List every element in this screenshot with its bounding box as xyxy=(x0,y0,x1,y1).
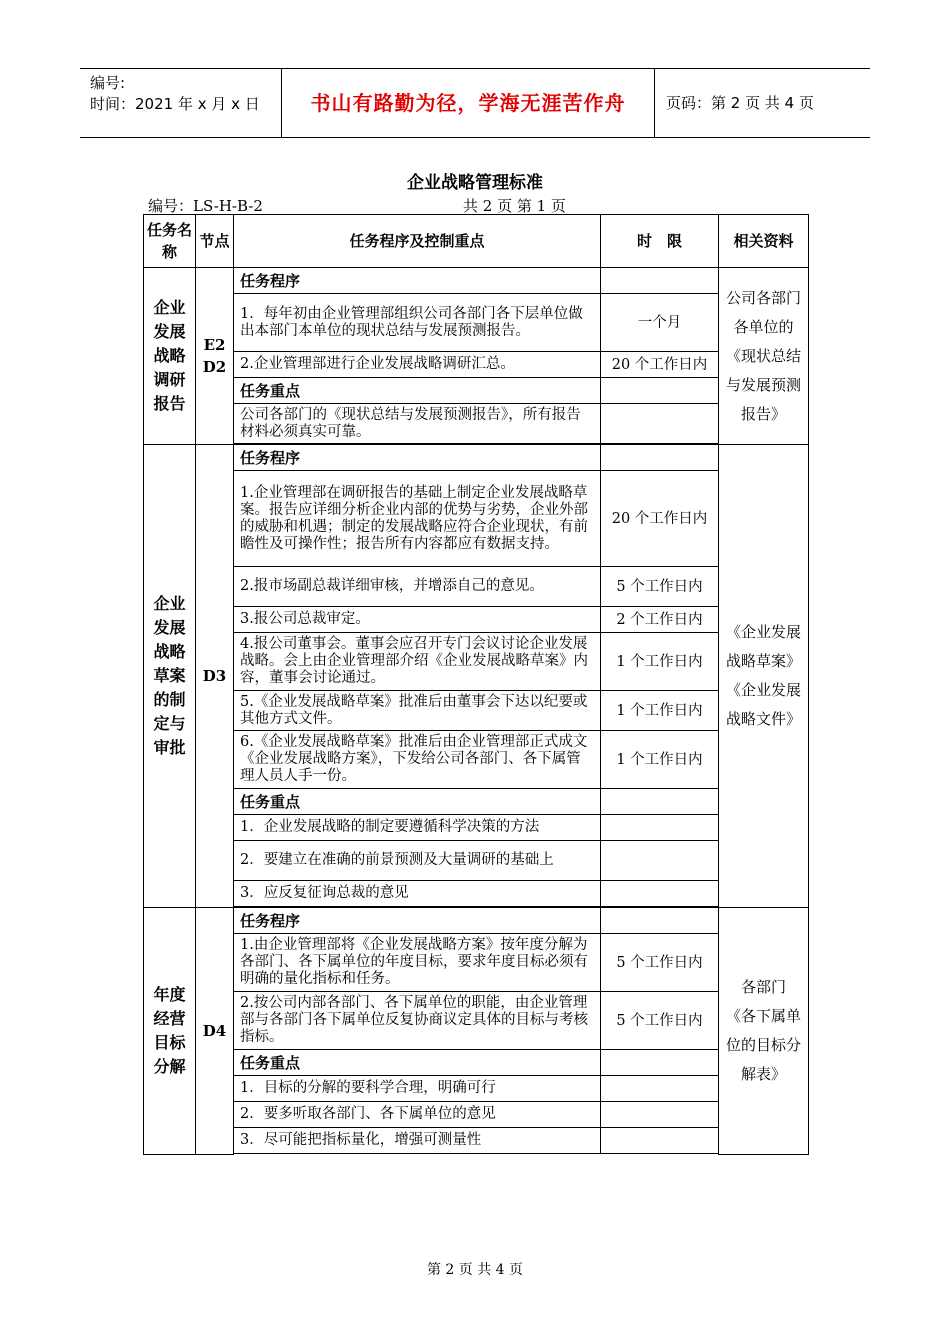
related-docs: 公司各部门各单位的《现状总结与发展预测报告》 xyxy=(719,268,809,445)
step-limit: 5 个工作日内 xyxy=(601,934,719,992)
col-header-node: 节点 xyxy=(196,215,234,268)
table-row xyxy=(144,607,809,633)
col-header-procedure: 任务程序及控制重点 xyxy=(234,215,601,268)
table-row xyxy=(144,934,809,992)
step-limit: 2 个工作日内 xyxy=(601,607,719,633)
table-row xyxy=(144,789,809,815)
page-footer: 第 2 页 共 4 页 xyxy=(426,1262,524,1278)
table-row xyxy=(144,841,809,881)
date-label: 时间：2021 年 x 月 x 日 xyxy=(90,95,260,113)
table-row xyxy=(144,1102,809,1128)
page-header xyxy=(80,68,870,138)
number-label: 编号: xyxy=(90,74,126,92)
table-row xyxy=(144,1050,809,1076)
step-text: 2.报市场副总裁详细审核，并增添自己的意见。 xyxy=(234,567,601,607)
step-text: 1.企业管理部在调研报告的基础上制定企业发展战略草案。报告应详细分析企业内部的优势与劣势，企业外部的威胁和机遇；制定的发展战略应符合企业现状，有前瞻性及可操作性；报告所有内容都应有数据支持。 xyxy=(234,471,601,567)
key-text: 3．尽可能把指标量化，增强可测量性 xyxy=(234,1128,601,1154)
table-row xyxy=(144,908,809,934)
step-text: 4.报公司董事会。董事会应召开专门会议讨论企业发展战略。会上由企业管理部介绍《企业发展战略草案》内容，董事会讨论通过。 xyxy=(234,633,601,691)
table-row xyxy=(144,691,809,731)
slogan: 书山有路勤为径，学海无涯苦作舟 xyxy=(282,69,655,137)
key-text: 3．应反复征询总裁的意见 xyxy=(234,881,601,907)
key-text: 2．要多听取各部门、各下属单位的意见 xyxy=(234,1102,601,1128)
procedure-label: 任务程序 xyxy=(234,445,601,471)
key-label: 任务重点 xyxy=(234,789,601,815)
step-text: 1．每年初由企业管理部组织公司各部门各下层单位做出本部门本单位的现状总结与发展预测报告。 xyxy=(234,294,601,352)
key-text: 1．目标的分解的要科学合理，明确可行 xyxy=(234,1076,601,1102)
table-row xyxy=(144,445,809,471)
document-pages: 共 2 页 第 1 页 xyxy=(463,197,566,215)
task-node: D3 xyxy=(196,445,234,908)
task-node: D4 xyxy=(196,908,234,1155)
task-node: E2 D2 xyxy=(196,268,234,445)
related-doc-1: 各部门 xyxy=(740,977,786,996)
key-label: 任务重点 xyxy=(234,378,601,404)
step-text: 2.按公司内部各部门、各下属单位的职能，由企业管理部与各部门各下属单位反复协商议定具体的目标与考核指标。 xyxy=(234,992,601,1050)
col-header-limit: 时 限 xyxy=(601,215,719,268)
table-row xyxy=(144,294,809,352)
col-header-ref: 相关资料 xyxy=(719,215,809,268)
related-doc-1: 《企业发展战略草案》 xyxy=(725,623,801,670)
step-limit: 1 个工作日内 xyxy=(601,633,719,691)
task-name: 企业发展战略草案的制定与审批 xyxy=(144,445,196,908)
task-name: 企业发展战略调研报告 xyxy=(144,268,196,445)
step-limit: 1 个工作日内 xyxy=(601,691,719,731)
related-doc-2: 《企业发展战略文件》 xyxy=(725,681,801,728)
key-text: 公司各部门的《现状总结与发展预测报告》，所有报告材料必须真实可靠。 xyxy=(234,404,601,444)
step-text: 3.报公司总裁审定。 xyxy=(234,607,601,633)
step-limit: 1 个工作日内 xyxy=(601,731,719,789)
table-row xyxy=(144,881,809,907)
related-docs xyxy=(719,908,809,1155)
standard-table xyxy=(143,214,809,1155)
step-limit: 一个月 xyxy=(601,294,719,352)
table-row xyxy=(144,633,809,691)
key-text: 1．企业发展战略的制定要遵循科学决策的方法 xyxy=(234,815,601,841)
procedure-label: 任务程序 xyxy=(234,908,601,934)
step-text: 2.企业管理部进行企业发展战略调研汇总。 xyxy=(234,352,601,378)
table-row xyxy=(144,992,809,1050)
step-limit: 5 个工作日内 xyxy=(601,992,719,1050)
document-code: 编号：LS-H-B-2 xyxy=(148,197,263,215)
key-label: 任务重点 xyxy=(234,1050,601,1076)
task-name: 年度经营目标分解 xyxy=(144,908,196,1155)
step-limit: 20 个工作日内 xyxy=(601,471,719,567)
table-header-row xyxy=(144,215,809,268)
step-limit: 5 个工作日内 xyxy=(601,567,719,607)
key-text: 2．要建立在准确的前景预测及大量调研的基础上 xyxy=(234,841,601,881)
step-text: 6.《企业发展战略草案》批准后由企业管理部正式成文《企业发展战略方案》，下发给公司各部门、各下属管理人员人手一份。 xyxy=(234,731,601,789)
table-row xyxy=(144,268,809,294)
table-row xyxy=(144,352,809,378)
related-doc-2: 《各下属单位的目标分解表》 xyxy=(725,1006,801,1083)
table-row xyxy=(144,471,809,567)
table-row xyxy=(144,378,809,404)
related-docs xyxy=(719,445,809,908)
document-title: 企业战略管理标准 xyxy=(407,173,543,193)
table-row xyxy=(144,1076,809,1102)
table-row xyxy=(144,731,809,789)
step-text: 5.《企业发展战略草案》批准后由董事会下达以纪要或其他方式文件。 xyxy=(234,691,601,731)
table-row xyxy=(144,404,809,444)
page-info: 页码：第 2 页 共 4 页 xyxy=(666,94,814,112)
col-header-name: 任务名称 xyxy=(144,215,196,268)
table-row xyxy=(144,1128,809,1154)
table-row xyxy=(144,815,809,841)
step-limit: 20 个工作日内 xyxy=(601,352,719,378)
header-left xyxy=(80,69,282,137)
step-text: 1.由企业管理部将《企业发展战略方案》按年度分解为各部门、各下属单位的年度目标，要求年度目标必须有明确的量化指标和任务。 xyxy=(234,934,601,992)
procedure-label: 任务程序 xyxy=(234,268,601,294)
table-row xyxy=(144,567,809,607)
